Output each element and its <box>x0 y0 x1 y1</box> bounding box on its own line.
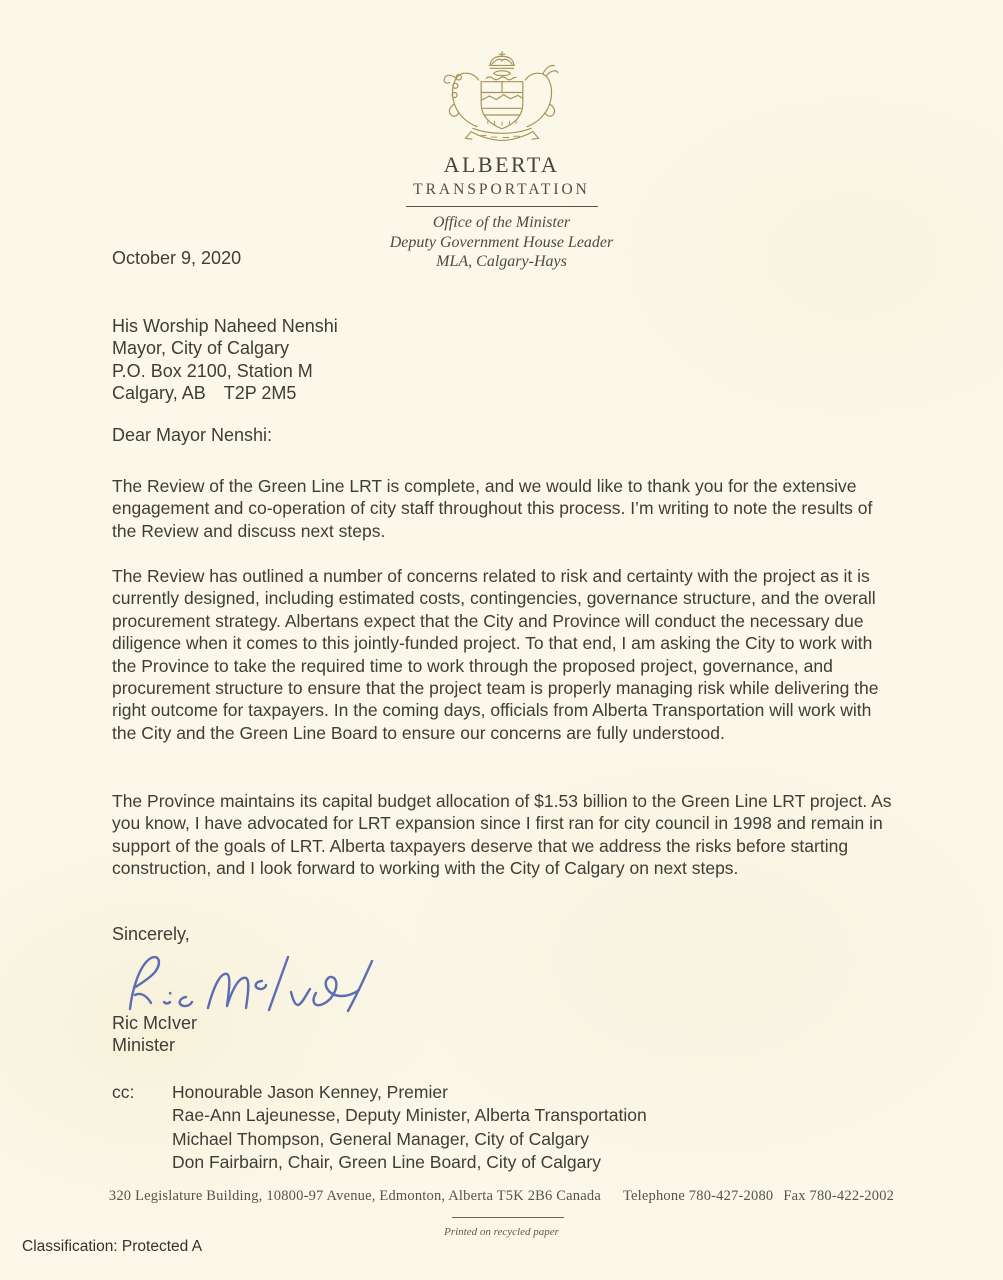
recipient-name: His Worship Naheed Nenshi <box>112 316 338 336</box>
cc-label: cc: <box>112 1082 135 1102</box>
signer-name: Ric McIver <box>112 1013 197 1033</box>
salutation: Dear Mayor Nenshi: <box>112 425 273 445</box>
signer-title: Minister <box>112 1035 176 1056</box>
recipient-title: Mayor, City of Calgary <box>112 338 290 359</box>
valediction: Sincerely, <box>112 924 190 944</box>
footer-address: 320 Legislature Building, 10800-97 Avenue, Edmonton, Alberta T5K 2B6 Canada <box>108 1188 601 1204</box>
letterhead-office-title: Office of the Minister <box>432 214 571 231</box>
footer-fax: Fax 780-422-2002 <box>783 1188 895 1204</box>
body-paragraph-1: The Review of the Green Line LRT is complete, and we would like to thank you for the extensive engagement and co-operation of city staff throughout this process. I’m writing to note the results of the Review and discuss next steps. <box>112 476 873 541</box>
recycled-paper-note: Printed on recycled paper <box>444 1226 559 1238</box>
handwritten-signature <box>118 945 423 1017</box>
letterhead-office-mla: MLA, Calgary-Hays <box>436 253 567 270</box>
cc-recipient-board-chair: Don Fairbairn, Chair, Green Line Board, City of Calgary <box>172 1152 601 1173</box>
alberta-coat-of-arms-icon <box>430 50 574 150</box>
cc-block <box>112 1081 647 1175</box>
body-paragraph-2: The Review has outlined a number of concerns related to risk and certainty with the project as it is currently designed, including estimated costs, contingencies, governance structure, and the overall procurement strategy. Albertans expect that the City and Province will conduct the necessary due diligence when it comes to this jointly-funded project. To that end, I am asking the City to work with the Province to take the required time to work through the proposed project, governance, and procurement structure to ensure that the project team is properly managing risk while delivering the right outcome for taxpayers. In the coming days, officials from Alberta Transportation will work with the City and the Green Line Board to ensure our concerns are fully understood. <box>112 566 879 743</box>
recipient-address-block <box>112 315 338 405</box>
cc-list <box>172 1081 647 1175</box>
footer-divider <box>452 1217 564 1218</box>
recipient-city-postal: Calgary, AB T2P 2M5 <box>112 383 297 404</box>
signature-block <box>112 1012 197 1057</box>
letter-date: October 9, 2020 <box>112 248 242 268</box>
letterhead <box>0 50 1003 272</box>
letterhead-department: TRANSPORTATION <box>413 181 590 198</box>
footer-telephone: Telephone 780-427-2080 <box>622 1188 774 1204</box>
recipient-po-box: P.O. Box 2100, Station M <box>112 360 313 381</box>
cc-recipient-premier: Honourable Jason Kenney, Premier <box>172 1082 448 1102</box>
letterhead-divider <box>406 206 598 207</box>
footer-contact-line <box>0 1188 1003 1205</box>
letterhead-office-role: Deputy Government House Leader <box>389 233 614 251</box>
letterhead-ministry: ALBERTA <box>443 152 560 177</box>
body-paragraph-3: The Province maintains its capital budget allocation of $1.53 billion to the Green Line LRT project. As you know, I have advocated for LRT expansion since I first ran for city council in 1998 and remain in support of the goals of LRT. Alberta taxpayers deserve that we address the risks before starting construction, and I look forward to working with the City of Calgary on next steps. <box>112 791 892 879</box>
classification-label: Classification: Protected A <box>22 1238 203 1255</box>
cc-recipient-general-manager: Michael Thompson, General Manager, City of Calgary <box>172 1128 589 1149</box>
cc-recipient-deputy-minister: Rae-Ann Lajeunesse, Deputy Minister, Alberta Transportation <box>172 1105 647 1126</box>
